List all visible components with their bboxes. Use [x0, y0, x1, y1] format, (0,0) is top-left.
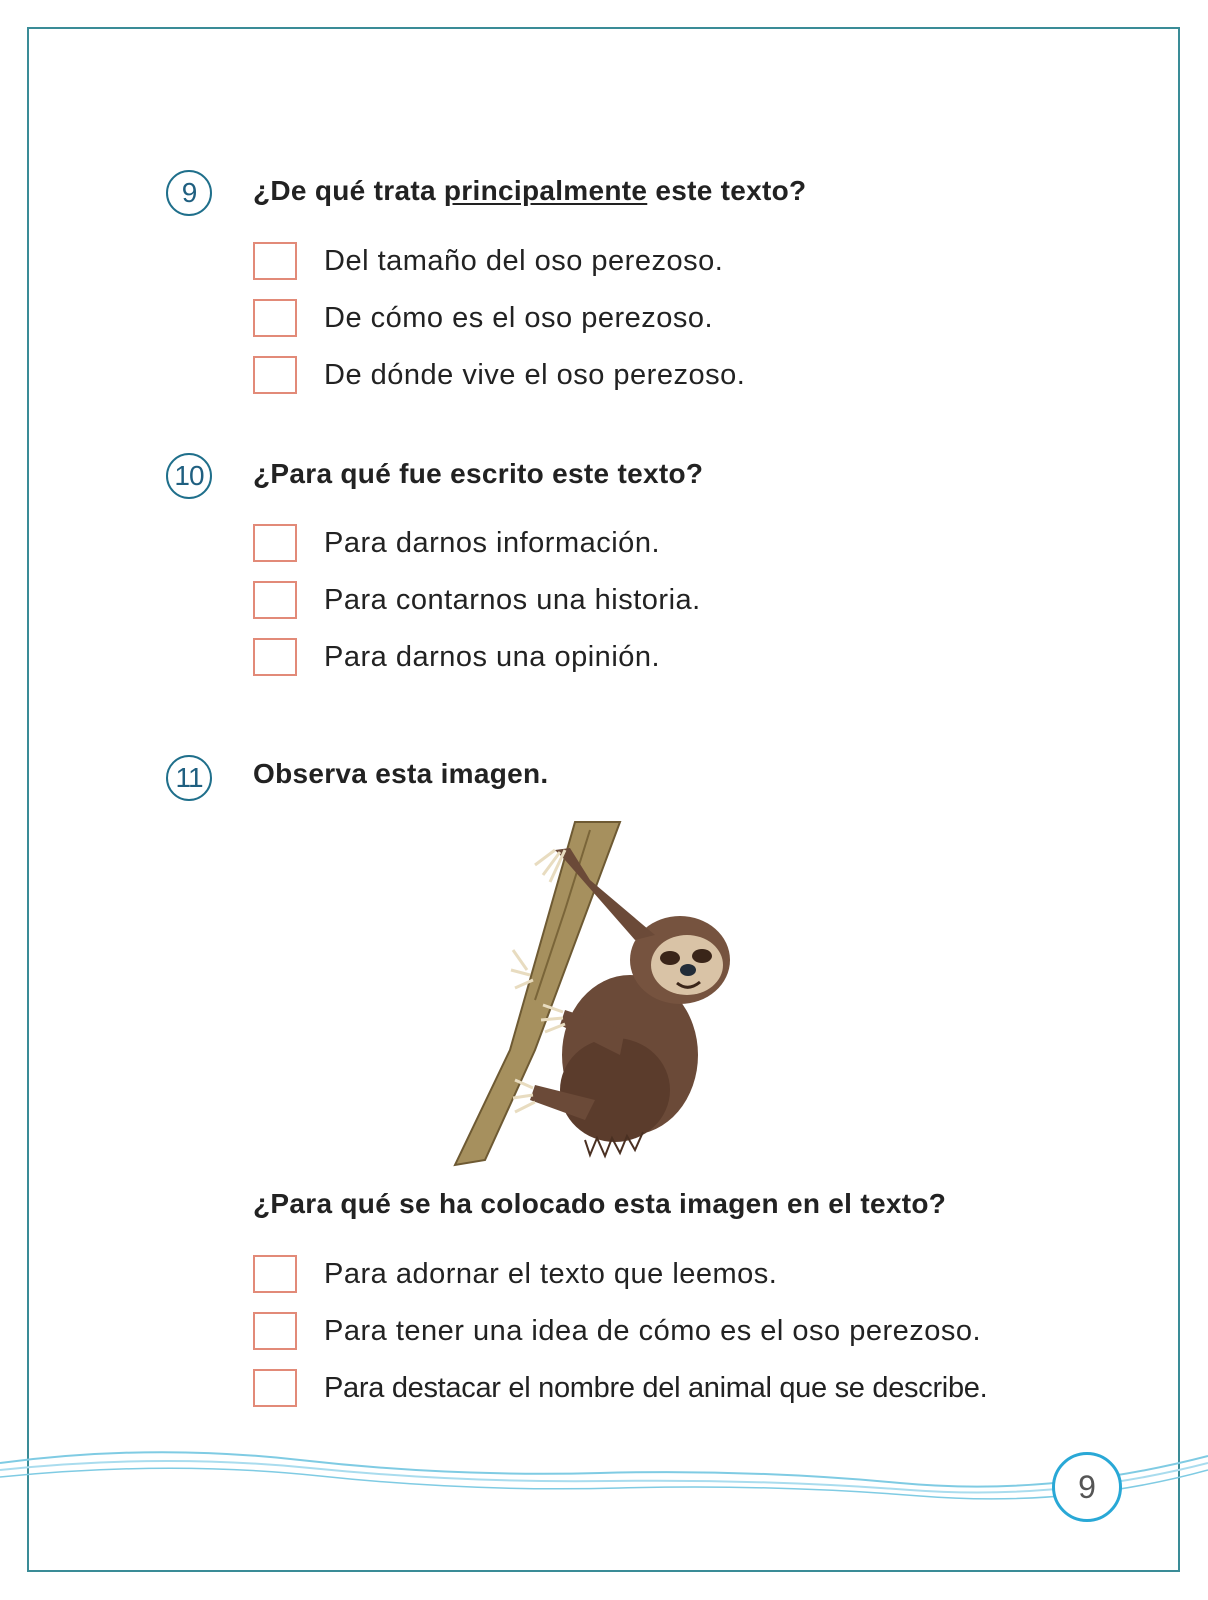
option-11a[interactable] — [253, 1254, 777, 1294]
option-10b[interactable] — [253, 580, 701, 620]
question-number-11: 11 — [166, 755, 212, 801]
option-10c[interactable] — [253, 637, 660, 677]
question-9-underlined-word: principalmente — [443, 175, 648, 206]
question-9-text-end: este texto? — [647, 175, 807, 206]
checkbox[interactable] — [253, 638, 297, 676]
option-9c[interactable] — [253, 355, 745, 395]
question-9-text — [253, 175, 806, 207]
question-9-text-start: ¿De qué trata — [253, 175, 444, 206]
option-label: Para darnos una opinión. — [324, 640, 661, 673]
question-number-10: 10 — [166, 453, 212, 499]
checkbox[interactable] — [253, 524, 297, 562]
question-10-text: ¿Para qué fue escrito este texto? — [253, 458, 704, 489]
page-number: 9 — [1052, 1452, 1122, 1522]
option-label: Del tamaño del oso perezoso. — [324, 244, 724, 277]
checkbox[interactable] — [253, 1369, 297, 1407]
checkbox[interactable] — [253, 356, 297, 394]
option-label: De cómo es el oso perezoso. — [324, 301, 714, 334]
option-9b[interactable] — [253, 298, 713, 338]
checkbox[interactable] — [253, 581, 297, 619]
option-11c[interactable] — [253, 1368, 987, 1408]
checkbox[interactable] — [253, 299, 297, 337]
checkbox[interactable] — [253, 242, 297, 280]
option-label: Para tener una idea de cómo es el oso perezoso. — [324, 1314, 982, 1347]
checkbox[interactable] — [253, 1255, 297, 1293]
question-number-9: 9 — [166, 170, 212, 216]
option-label: Para contarnos una historia. — [324, 583, 701, 616]
question-11-text: Observa esta imagen. — [253, 758, 549, 789]
option-10a[interactable] — [253, 523, 660, 563]
checkbox[interactable] — [253, 1312, 297, 1350]
option-label: Para adornar el texto que leemos. — [324, 1257, 778, 1290]
option-label: Para darnos información. — [324, 526, 660, 559]
option-label: De dónde vive el oso perezoso. — [324, 358, 746, 391]
option-11b[interactable] — [253, 1311, 981, 1351]
question-11-subquestion: ¿Para qué se ha colocado esta imagen en el texto? — [253, 1188, 947, 1219]
wave-decoration — [0, 1448, 1208, 1518]
option-9a[interactable] — [253, 241, 723, 281]
sloth-illustration — [415, 820, 755, 1170]
option-label: Para destacar el nombre del animal que se describe. — [324, 1371, 988, 1404]
